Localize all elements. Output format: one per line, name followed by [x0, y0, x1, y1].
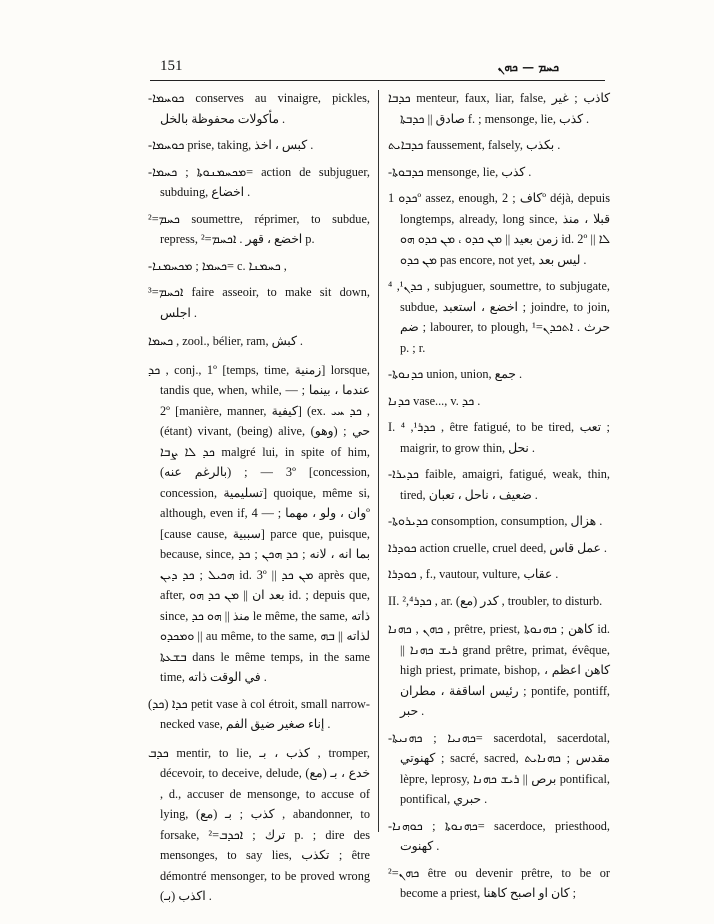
dictionary-entry: -ܟܕܝܪܐ faible, amaigri, fatigué, weak, thin, tired, ضعيف ، ناحل ، تعبان . [388, 467, 610, 502]
dictionary-entry: -ܟܗܢܝܐ ; ܟܗܢܝܬܐ= sacerdotal, sacerdotal, كهنوتي ; sacré, sacred, مقدس ; ܟܗܢܐܝܬ lèpre, leprosy, برص || ܪܝܫ ܟܗܢܐ pontifical, pontifical, حبري . [388, 730, 610, 806]
dictionary-entry: ܟܗܢ=² être ou devenir prêtre, to be or become a priest, كان او اصبح كاهنا ; [388, 865, 610, 900]
header-rule [150, 80, 605, 81]
dictionary-entry: ܟܕܘ 1º assez, enough, كاف ; 2º déjà, depuis longtemps, already, long since, قبلا ، منذ زمن بعيد || ܡܢ ܟܕܘ ، ܡܢ ܟܕܘ ܗܘ id. 2º || ܠܐ ܡܢ ܟܕܘ pas encore, not yet, ليس بعد . [388, 191, 610, 267]
left-column [148, 88, 370, 913]
dictionary-entry: I. ܟܕܪ¹, ⁴ , être fatigué, to be tired, تعب ; maigrir, to grow thin, نحل . [388, 420, 610, 455]
column-divider [378, 90, 379, 832]
dictionary-entry: ܟܗܢ , ܟܗܢܐ , prêtre, priest, كاهن ; ܟܗܢܘܬܐ id. || ܪܝܫ ܟܗܢܐ grand prêtre, primat, évêque, high priest, primate, bishop, كاهن اعظم ، رئيس اساقفة ، مطران ; pontife, pontiff, حبر . [388, 622, 611, 718]
page-number: 151 [160, 58, 183, 74]
dictionary-entry: ܟܕܒܐ menteur, faux, liar, false, كاذب ; غير صادق || ܟܕܒܬܐ f. ; mensonge, lie, كذب . [388, 91, 610, 126]
running-head: ܟܚܡ — ܟܗܢ [497, 60, 559, 74]
dictionary-entry: ܟܕܒܐܝܬ faussement, falsely, بكذب . [388, 138, 561, 152]
right-column [388, 88, 610, 910]
dictionary-entry: -ܟܘܚܡܐ prise, taking, كبس ، اخذ . [148, 138, 314, 152]
dictionary-entry: -ܟܕܝܪܘܬܐ consomption, consumption, هزال . [388, 514, 603, 528]
dictionary-entry: ܟܘܕܪܐ action cruelle, cruel deed, عمل قاس . [388, 540, 608, 555]
dictionary-entry: -ܟܗܢܘܬܐ ; ܟܘܗܢܐ= sacerdoce, priesthood, كهنوت . [388, 818, 610, 853]
dictionary-entry: ܟܕܢܐ vase..., v. ܟܕ . [388, 393, 481, 408]
dictionary-entry: (ܟܕ) ܟܕܐ petit vase à col étroit, small narrow-necked vase, إناء صغير ضيق الفم . [148, 696, 371, 731]
dictionary-entry: ܟܚܡܐ , zool., bélier, ram, كبش . [148, 334, 304, 348]
dictionary-entry: -ܡܟܚܡܢܘܬܐ ; ܟܚܡܐ= action de subjuguer, subduing, اخضاع . [148, 164, 370, 199]
dictionary-entry: -ܟܕܢܘܬܐ union, union, جمع . [388, 367, 523, 381]
dictionary-entry: -ܟܕܒܘܬܐ mensonge, lie, كذب . [388, 164, 532, 179]
dictionary-entry: ܟܕܒ mentir, to lie, كذب ، بـ , tromper, décevoir, to deceive, delude, (مع) خدع ، بـ , d., accuser de mensonge, to accuse of lying, (مع) كذب ; بـ , abandonner, to forsake, ترك ; ܐܟܕܒ=² p. ; dire des mensonges, to say lies, تكذب ; être démontré mensonger, to be proved wrong (بـ) اكذب . [148, 745, 371, 903]
dictionary-entry: ܟܘܕܪܐ , f., vautour, vulture, عقاب . [388, 567, 559, 581]
dictionary-entry: ܟܚܡ=² soumettre, réprimer, to subdue, repress, اخضع ، قهر . ܐܟܚܡ=² p. [148, 211, 370, 246]
dictionary-entry: II. ܟܕܪ²,⁴ , ar. (مع) كدر , troubler, to disturb. [388, 593, 603, 608]
dictionary-entry: -ܟܘܚܡܐ conserves au vinaigre, pickles, مأكولات محفوظة بالخل . [148, 91, 370, 126]
dictionary-entry: ܟܕܢ¹, ⁴ , subjuguer, soumettre, to subjugate, subdue, اخضع ، استعبد ; joindre, to join, ضم ; labourer, to plough, حرث . ܐܬܟܕܢ=¹ p. ; r. [388, 279, 611, 355]
dictionary-entry: -ܟܚܡܐ ; ܡܟܚܡܢܐ= c. ܟܚܡܢܐ , [148, 258, 287, 273]
dictionary-entry: ܐܟܚܡ=³ faire asseoir, to make sit down, اجلس . [148, 285, 370, 320]
dictionary-entry: ܟܕ , conj., 1º [temps, time, زمنية] lorsque, tandis que, when, while, عندما ، بينما ; — 2º [manière, manner, كيفية] (ex. ܟܕ ܚܝ , (étant) vivant, (being) alive, (وهو) حي ; ܟܕ ܠܐ ܨܒܐ malgré lui, in spite of him, (بالرغم عنه) ; — 3º [concession, concession, تسليمية] quoique, même si, although, even if, وان ، ولو ، مهما ; — 4º [cause cause, سببية] parce que, puisque, because, since, بما انه ، لانه ; ܟܕ ܗܟܢ ; ܟܕ ܗܟܝܠ ; ܟܕ ܕܝܢ id. 3º || ܡܢ ܟܕ après que, after, بعد ان || ܡܢ ܟܕ ܗܘ id. ; depuis que, since, منذ || ܗܘ ܟܕ le même, the same, ذاته || ܘܡܟܕܘ au même, to the same, لذاته || ܒܗ ܒܫܥܬܐ dans le même temps, in the same time, في الوقت ذاته . [148, 362, 371, 684]
